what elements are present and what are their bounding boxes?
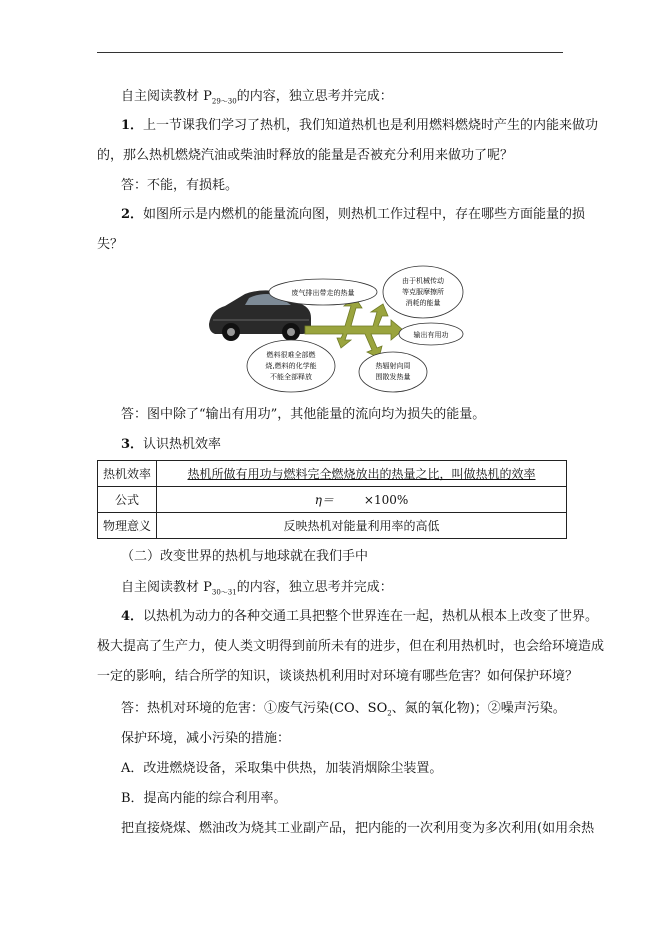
- svg-text:输出有用功: 输出有用功: [413, 331, 449, 339]
- protect-heading: 保护环境，减小污染的措施：: [121, 731, 291, 746]
- svg-text:热辐射向周: 热辐射向周: [375, 362, 411, 370]
- last-paragraph-line: 把直接烧煤、燃油改为烧其工业副产品，把内能的一次利用变为多次利用(如用余热: [121, 821, 595, 836]
- question-2-line-2: 失？: [97, 237, 124, 252]
- answer-4: 答：热机对环境的危害：①废气污染(CO、$SO_2$、氮的氧化物)；②噪声污染。: [121, 701, 566, 718]
- svg-text:不能全部释放: 不能全部释放: [270, 373, 312, 381]
- svg-text:消耗的能量: 消耗的能量: [405, 299, 441, 307]
- reading-intro-2: 自主阅读教材 $P_{30\sim 31}$的内容，独立思考并完成：: [121, 580, 393, 597]
- efficiency-table: [97, 460, 567, 539]
- answer-2: 答：图中除了“输出有用功”，其他能量的流向均为损失的能量。: [121, 407, 486, 422]
- table-row: [98, 461, 567, 487]
- bubble-exhaust-heat: [269, 279, 377, 305]
- option-a: A．改进燃烧设备，采取集中供热，加装消烟除尘装置。: [121, 761, 443, 776]
- section-2-heading: （二）改变世界的热机与地球就在我们手中: [121, 549, 369, 564]
- svg-text:围散发热量: 围散发热量: [375, 373, 411, 381]
- energy-flow-diagram: [205, 264, 465, 394]
- question-4-line-3: 一定的影响，结合所学的知识，谈谈热机利用时对环境有哪些危害？如何保护环境？: [97, 669, 579, 684]
- option-b: B．提高内能的综合利用率。: [121, 791, 287, 806]
- svg-text:由于机械传动: 由于机械传动: [402, 277, 444, 285]
- question-4-line-2: 极大提高了生产力，使人类文明得到前所未有的进步，但在利用热机时，也会给环境造成: [97, 639, 605, 654]
- row-key-formula: 公式: [98, 487, 157, 513]
- label-exhaust-heat: 废气排出带走的热量: [291, 289, 355, 297]
- question-3: 3．认识热机效率: [121, 437, 222, 452]
- svg-text:烧,燃料的化学能: 烧,燃料的化学能: [265, 362, 317, 370]
- row-key-meaning: 物理意义: [98, 513, 157, 539]
- row-key-efficiency: 热机效率: [98, 461, 157, 487]
- header-rule: [97, 52, 563, 53]
- bubble-friction-loss: [383, 266, 463, 318]
- question-2-line-1: 2．如图所示是内燃机的能量流向图，则热机工作过程中，存在哪些方面能量的损: [121, 207, 586, 222]
- svg-text:等克服摩擦所: 等克服摩擦所: [402, 288, 444, 296]
- row-value-meaning: 反映热机对能量利用率的高低: [157, 513, 567, 539]
- table-row: [98, 513, 567, 539]
- question-1-line-1: 1．上一节课我们学习了热机，我们知道热机也是利用燃料燃烧时产生的内能来做功: [121, 118, 599, 133]
- svg-text:燃料很难全部燃: 燃料很难全部燃: [266, 351, 316, 359]
- row-value-formula: η＝ ×100%: [157, 487, 567, 513]
- bubble-fuel-incomplete: [247, 340, 335, 392]
- bubble-useful-work: [399, 323, 463, 345]
- question-1-line-2: 的，那么热机燃烧汽油或柴油时释放的能量是否被充分利用来做功了呢？: [97, 148, 514, 163]
- row-value-definition: 热机所做有用功与燃料完全燃烧放出的热量之比，叫做热机的效率: [157, 461, 567, 487]
- question-4-line-1: 4．以热机为动力的各种交通工具把整个世界连在一起，热机从根本上改变了世界。: [121, 609, 599, 624]
- table-row: [98, 487, 567, 513]
- bubble-heat-radiation: [359, 352, 427, 392]
- reading-intro-1: 自主阅读教材 $P_{29\sim 30}$的内容，独立思考并完成：: [121, 89, 393, 106]
- answer-1: 答：不能，有损耗。: [121, 178, 239, 193]
